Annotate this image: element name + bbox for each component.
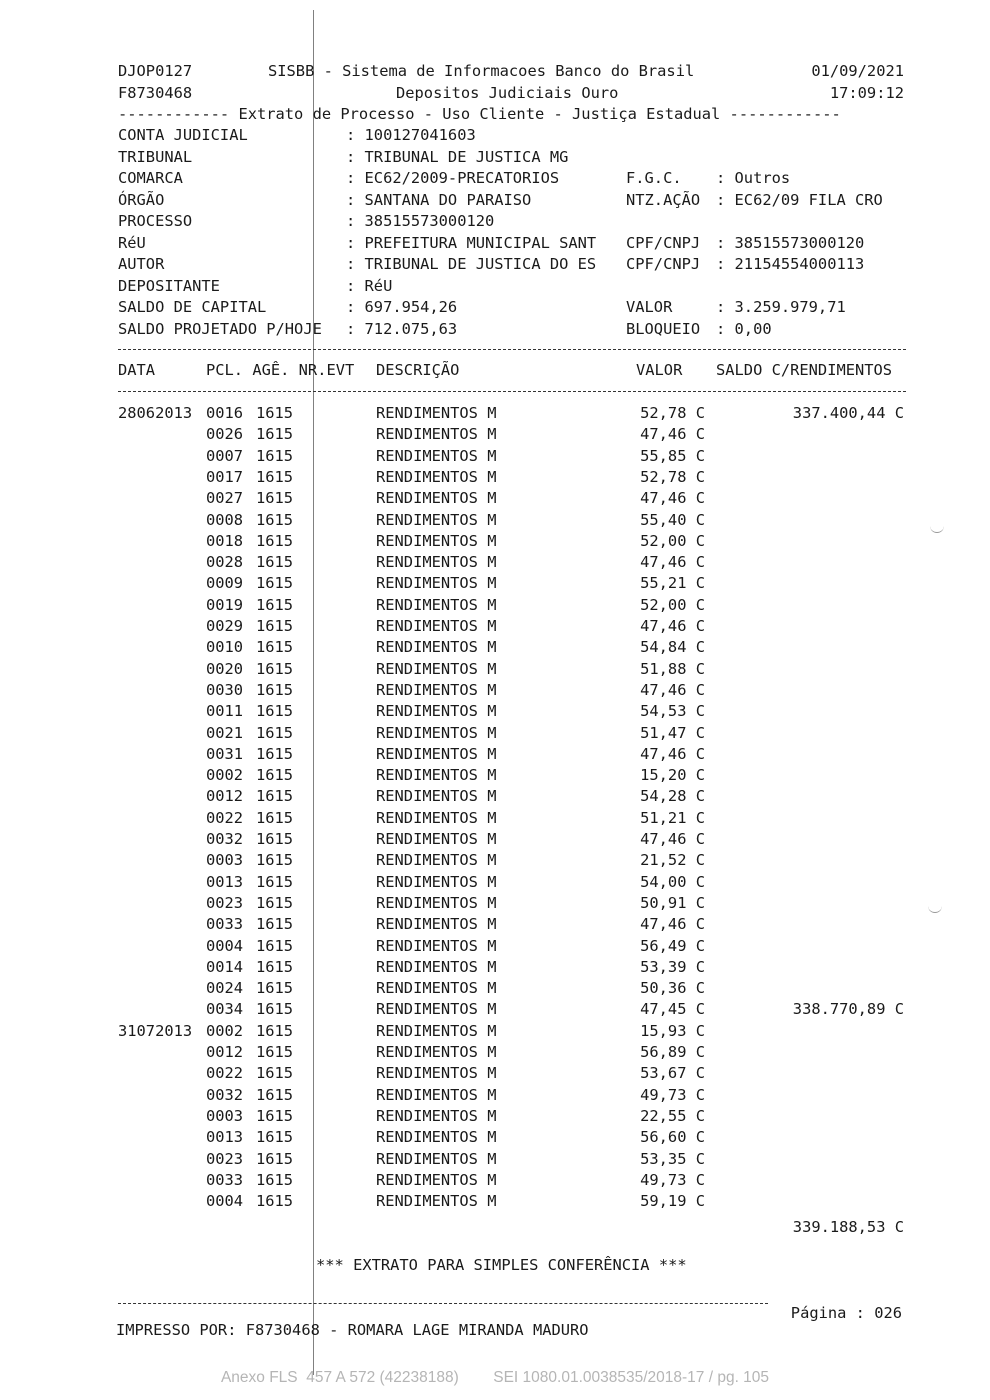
row-valor: 54,84 C bbox=[640, 638, 705, 657]
row-date: 28062013 bbox=[118, 404, 193, 422]
row-descricao: RENDIMENTOS M bbox=[376, 808, 497, 827]
row-pcl: 0002 bbox=[206, 1021, 244, 1040]
info-label: TRIBUNAL bbox=[118, 147, 193, 166]
row-valor: 54,53 C bbox=[640, 702, 705, 721]
row-agencia: 1615 bbox=[256, 723, 294, 742]
row-valor: 56,89 C bbox=[640, 1043, 705, 1061]
row-valor: 54,00 C bbox=[640, 872, 705, 891]
row-descricao: RENDIMENTOS M bbox=[376, 766, 497, 785]
row-valor: 59,19 C bbox=[640, 1192, 705, 1211]
row-valor: 51,21 C bbox=[640, 808, 705, 827]
row-descricao: RENDIMENTOS M bbox=[376, 1064, 497, 1083]
row-agencia: 1615 bbox=[256, 1170, 294, 1189]
row-pcl: 0033 bbox=[206, 915, 244, 934]
row-agencia: 1615 bbox=[256, 467, 294, 486]
row-pcl: 0020 bbox=[206, 659, 244, 678]
info-value: : TRIBUNAL DE JUSTICA MG bbox=[346, 147, 569, 166]
row-pcl: 0032 bbox=[206, 830, 244, 848]
scan-mark bbox=[930, 522, 944, 533]
page-number: Página : 026 bbox=[790, 1304, 902, 1322]
row-agencia: 1615 bbox=[256, 659, 294, 678]
row-valor: 49,73 C bbox=[640, 1170, 705, 1189]
info-value: : 712.075,63 bbox=[346, 319, 458, 338]
row-pcl: 0013 bbox=[206, 872, 244, 891]
row-descricao: RENDIMENTOS M bbox=[376, 1149, 497, 1168]
row-valor: 21,52 C bbox=[640, 851, 705, 870]
row-pcl: 0012 bbox=[206, 787, 244, 806]
operator-code: F8730468 bbox=[118, 84, 193, 102]
row-valor: 52,78 C bbox=[640, 467, 705, 486]
row-descricao: RENDIMENTOS M bbox=[376, 936, 497, 955]
row-valor: 52,00 C bbox=[640, 595, 705, 614]
col-header-pcl-age-evt: PCL. AGÊ. NR.EVT bbox=[206, 361, 355, 379]
divider bbox=[118, 349, 906, 350]
report-time: 17:09:12 bbox=[829, 84, 904, 102]
row-agencia: 1615 bbox=[256, 915, 294, 934]
row-pcl: 0008 bbox=[206, 510, 244, 529]
row-valor: 50,91 C bbox=[640, 893, 705, 912]
col-header-data: DATA bbox=[118, 361, 156, 379]
row-valor: 47,46 C bbox=[640, 915, 705, 934]
row-agencia: 1615 bbox=[256, 404, 294, 422]
info-value: : SANTANA DO PARAISO bbox=[346, 190, 532, 209]
row-valor: 55,40 C bbox=[640, 510, 705, 529]
row-pcl: 0033 bbox=[206, 1170, 244, 1189]
info-value: : RéU bbox=[346, 276, 393, 295]
row-agencia: 1615 bbox=[256, 979, 294, 998]
row-valor: 47,46 C bbox=[640, 489, 705, 508]
divider bbox=[118, 391, 906, 392]
row-valor: 52,00 C bbox=[640, 531, 705, 550]
info-value: : PREFEITURA MUNICIPAL SANT bbox=[346, 233, 597, 252]
printed-by: IMPRESSO POR: F8730468 - ROMARA LAGE MIRANDA MADURO bbox=[116, 1321, 589, 1339]
row-agencia: 1615 bbox=[256, 680, 294, 699]
row-descricao: RENDIMENTOS M bbox=[376, 915, 497, 934]
row-descricao: RENDIMENTOS M bbox=[376, 1170, 497, 1189]
row-descricao: RENDIMENTOS M bbox=[376, 723, 497, 742]
row-agencia: 1615 bbox=[256, 766, 294, 785]
col-header-descricao: DESCRIÇÃO bbox=[376, 361, 460, 379]
row-agencia: 1615 bbox=[256, 1149, 294, 1168]
row-valor: 51,88 C bbox=[640, 659, 705, 678]
info-value: : 100127041603 bbox=[346, 126, 476, 144]
row-pcl: 0028 bbox=[206, 553, 244, 572]
row-pcl: 0002 bbox=[206, 766, 244, 785]
row-valor: 47,45 C bbox=[640, 1000, 705, 1019]
row-pcl: 0007 bbox=[206, 446, 244, 465]
row-pcl: 0017 bbox=[206, 467, 244, 486]
final-balance: 339.188,53 C bbox=[792, 1218, 904, 1236]
row-saldo: 337.400,44 C bbox=[792, 404, 904, 422]
info-extra-value: : 21154554000113 bbox=[716, 255, 865, 273]
row-descricao: RENDIMENTOS M bbox=[376, 425, 497, 444]
row-valor: 50,36 C bbox=[640, 979, 705, 998]
row-valor: 49,73 C bbox=[640, 1085, 705, 1104]
row-agencia: 1615 bbox=[256, 893, 294, 912]
row-descricao: RENDIMENTOS M bbox=[376, 446, 497, 465]
info-label: DEPOSITANTE bbox=[118, 276, 220, 295]
report-title: ------------ Extrato de Processo - Uso Cliente - Justiça Estadual ------------ bbox=[118, 105, 841, 123]
scan-fold-line bbox=[313, 10, 314, 1375]
row-pcl: 0010 bbox=[206, 638, 244, 657]
row-descricao: RENDIMENTOS M bbox=[376, 1128, 497, 1147]
row-pcl: 0022 bbox=[206, 1064, 244, 1083]
row-valor: 53,39 C bbox=[640, 957, 705, 976]
row-valor: 56,60 C bbox=[640, 1128, 705, 1147]
info-label: CONTA JUDICIAL bbox=[118, 126, 248, 144]
row-valor: 55,21 C bbox=[640, 574, 705, 593]
info-extra-value: : 3.259.979,71 bbox=[716, 298, 846, 316]
row-pcl: 0032 bbox=[206, 1085, 244, 1104]
row-pcl: 0024 bbox=[206, 979, 244, 998]
row-descricao: RENDIMENTOS M bbox=[376, 787, 497, 806]
info-value: : 38515573000120 bbox=[346, 212, 495, 230]
row-agencia: 1615 bbox=[256, 808, 294, 827]
row-agencia: 1615 bbox=[256, 1021, 294, 1040]
row-agencia: 1615 bbox=[256, 1106, 294, 1125]
row-pcl: 0018 bbox=[206, 531, 244, 550]
row-descricao: RENDIMENTOS M bbox=[376, 638, 497, 657]
row-valor: 53,67 C bbox=[640, 1064, 705, 1083]
row-valor: 47,46 C bbox=[640, 425, 705, 444]
scan-mark bbox=[928, 902, 942, 913]
row-descricao: RENDIMENTOS M bbox=[376, 957, 497, 976]
row-descricao: RENDIMENTOS M bbox=[376, 851, 497, 870]
row-agencia: 1615 bbox=[256, 1043, 294, 1061]
row-pcl: 0026 bbox=[206, 425, 244, 444]
row-valor: 22,55 C bbox=[640, 1106, 705, 1125]
row-descricao: RENDIMENTOS M bbox=[376, 489, 497, 508]
row-descricao: RENDIMENTOS M bbox=[376, 830, 497, 848]
row-descricao: RENDIMENTOS M bbox=[376, 744, 497, 763]
row-agencia: 1615 bbox=[256, 1128, 294, 1147]
row-pcl: 0023 bbox=[206, 1149, 244, 1168]
info-label: ÓRGÃO bbox=[118, 190, 165, 209]
row-valor: 54,28 C bbox=[640, 787, 705, 806]
row-pcl: 0009 bbox=[206, 574, 244, 593]
row-valor: 15,93 C bbox=[640, 1021, 705, 1040]
row-valor: 56,49 C bbox=[640, 936, 705, 955]
row-descricao: RENDIMENTOS M bbox=[376, 553, 497, 572]
info-extra-value: : Outros bbox=[716, 169, 791, 187]
row-agencia: 1615 bbox=[256, 830, 294, 848]
info-extra-label: CPF/CNPJ bbox=[626, 233, 701, 252]
row-valor: 55,85 C bbox=[640, 446, 705, 465]
row-descricao: RENDIMENTOS M bbox=[376, 872, 497, 891]
row-agencia: 1615 bbox=[256, 553, 294, 572]
row-agencia: 1615 bbox=[256, 1064, 294, 1083]
row-descricao: RENDIMENTOS M bbox=[376, 1021, 497, 1040]
row-valor: 47,46 C bbox=[640, 744, 705, 763]
row-descricao: RENDIMENTOS M bbox=[376, 510, 497, 529]
row-descricao: RENDIMENTOS M bbox=[376, 1043, 497, 1061]
info-extra-value: : 38515573000120 bbox=[716, 233, 865, 252]
row-pcl: 0029 bbox=[206, 617, 244, 635]
subsystem-title: Depositos Judiciais Ouro bbox=[396, 84, 619, 102]
info-extra-label: BLOQUEIO bbox=[626, 319, 701, 338]
row-descricao: RENDIMENTOS M bbox=[376, 1192, 497, 1211]
row-pcl: 0013 bbox=[206, 1128, 244, 1147]
row-descricao: RENDIMENTOS M bbox=[376, 531, 497, 550]
row-descricao: RENDIMENTOS M bbox=[376, 1085, 497, 1104]
row-pcl: 0003 bbox=[206, 851, 244, 870]
row-pcl: 0014 bbox=[206, 957, 244, 976]
info-extra-value: : 0,00 bbox=[716, 319, 772, 338]
row-pcl: 0034 bbox=[206, 1000, 244, 1019]
row-descricao: RENDIMENTOS M bbox=[376, 404, 497, 422]
row-pcl: 0004 bbox=[206, 936, 244, 955]
row-pcl: 0016 bbox=[206, 404, 244, 422]
row-pcl: 0021 bbox=[206, 723, 244, 742]
divider bbox=[118, 1303, 768, 1304]
row-descricao: RENDIMENTOS M bbox=[376, 1106, 497, 1125]
info-extra-label: NTZ.AÇÃO bbox=[626, 190, 701, 209]
row-descricao: RENDIMENTOS M bbox=[376, 574, 497, 593]
row-descricao: RENDIMENTOS M bbox=[376, 467, 497, 486]
info-extra-label: VALOR bbox=[626, 298, 673, 316]
row-descricao: RENDIMENTOS M bbox=[376, 617, 497, 635]
report-date: 01/09/2021 bbox=[811, 62, 904, 80]
info-value: : EC62/2009-PRECATORIOS bbox=[346, 169, 560, 187]
row-pcl: 0003 bbox=[206, 1106, 244, 1125]
row-agencia: 1615 bbox=[256, 702, 294, 721]
col-header-valor: VALOR bbox=[636, 361, 683, 379]
row-agencia: 1615 bbox=[256, 936, 294, 955]
row-date: 31072013 bbox=[118, 1021, 193, 1040]
row-agencia: 1615 bbox=[256, 425, 294, 444]
row-agencia: 1615 bbox=[256, 595, 294, 614]
row-agencia: 1615 bbox=[256, 489, 294, 508]
notice-text: *** EXTRATO PARA SIMPLES CONFERÊNCIA *** bbox=[316, 1256, 687, 1274]
info-label: COMARCA bbox=[118, 169, 183, 187]
info-value: : TRIBUNAL DE JUSTICA DO ES bbox=[346, 255, 597, 273]
row-valor: 47,46 C bbox=[640, 617, 705, 635]
info-label: SALDO DE CAPITAL bbox=[118, 298, 267, 316]
row-valor: 52,78 C bbox=[640, 404, 705, 422]
row-descricao: RENDIMENTOS M bbox=[376, 893, 497, 912]
row-pcl: 0019 bbox=[206, 595, 244, 614]
row-descricao: RENDIMENTOS M bbox=[376, 979, 497, 998]
row-pcl: 0023 bbox=[206, 893, 244, 912]
system-title: SISBB - Sistema de Informacoes Banco do Brasil bbox=[268, 62, 695, 80]
row-descricao: RENDIMENTOS M bbox=[376, 1000, 497, 1019]
row-agencia: 1615 bbox=[256, 1000, 294, 1019]
info-extra-label: F.G.C. bbox=[626, 169, 682, 187]
row-agencia: 1615 bbox=[256, 744, 294, 763]
row-pcl: 0031 bbox=[206, 744, 244, 763]
info-label: PROCESSO bbox=[118, 212, 193, 230]
info-value: : 697.954,26 bbox=[346, 298, 458, 316]
row-pcl: 0027 bbox=[206, 489, 244, 508]
annex-footer: Anexo FLS 457 A 572 (42238188) SEI 1080.01.0038535/2018-17 / pg. 105 bbox=[220, 1369, 770, 1386]
report-code: DJOP0127 bbox=[118, 62, 193, 80]
row-valor: 53,35 C bbox=[640, 1149, 705, 1168]
row-descricao: RENDIMENTOS M bbox=[376, 702, 497, 721]
info-extra-value: : EC62/09 FILA CRO bbox=[716, 190, 883, 209]
col-header-saldo: SALDO C/RENDIMENTOS bbox=[716, 361, 893, 379]
row-pcl: 0030 bbox=[206, 680, 244, 699]
row-pcl: 0012 bbox=[206, 1043, 244, 1061]
info-extra-label: CPF/CNPJ bbox=[626, 255, 701, 273]
row-valor: 47,46 C bbox=[640, 553, 705, 572]
row-agencia: 1615 bbox=[256, 1085, 294, 1104]
row-saldo: 338.770,89 C bbox=[792, 1000, 904, 1019]
info-label: AUTOR bbox=[118, 255, 165, 273]
row-valor: 47,46 C bbox=[640, 830, 705, 848]
row-descricao: RENDIMENTOS M bbox=[376, 680, 497, 699]
row-pcl: 0011 bbox=[206, 702, 244, 721]
row-agencia: 1615 bbox=[256, 446, 294, 465]
row-agencia: 1615 bbox=[256, 872, 294, 891]
row-agencia: 1615 bbox=[256, 574, 294, 593]
row-pcl: 0004 bbox=[206, 1192, 244, 1211]
info-label: RéU bbox=[118, 233, 146, 252]
row-agencia: 1615 bbox=[256, 787, 294, 806]
row-descricao: RENDIMENTOS M bbox=[376, 595, 497, 614]
row-agencia: 1615 bbox=[256, 851, 294, 870]
info-label: SALDO PROJETADO P/HOJE bbox=[118, 319, 322, 338]
row-agencia: 1615 bbox=[256, 617, 294, 635]
row-pcl: 0022 bbox=[206, 808, 244, 827]
row-agencia: 1615 bbox=[256, 638, 294, 657]
row-valor: 47,46 C bbox=[640, 680, 705, 699]
row-agencia: 1615 bbox=[256, 957, 294, 976]
row-agencia: 1615 bbox=[256, 1192, 294, 1211]
row-descricao: RENDIMENTOS M bbox=[376, 659, 497, 678]
row-agencia: 1615 bbox=[256, 531, 294, 550]
row-valor: 51,47 C bbox=[640, 723, 705, 742]
row-agencia: 1615 bbox=[256, 510, 294, 529]
row-valor: 15,20 C bbox=[640, 766, 705, 785]
